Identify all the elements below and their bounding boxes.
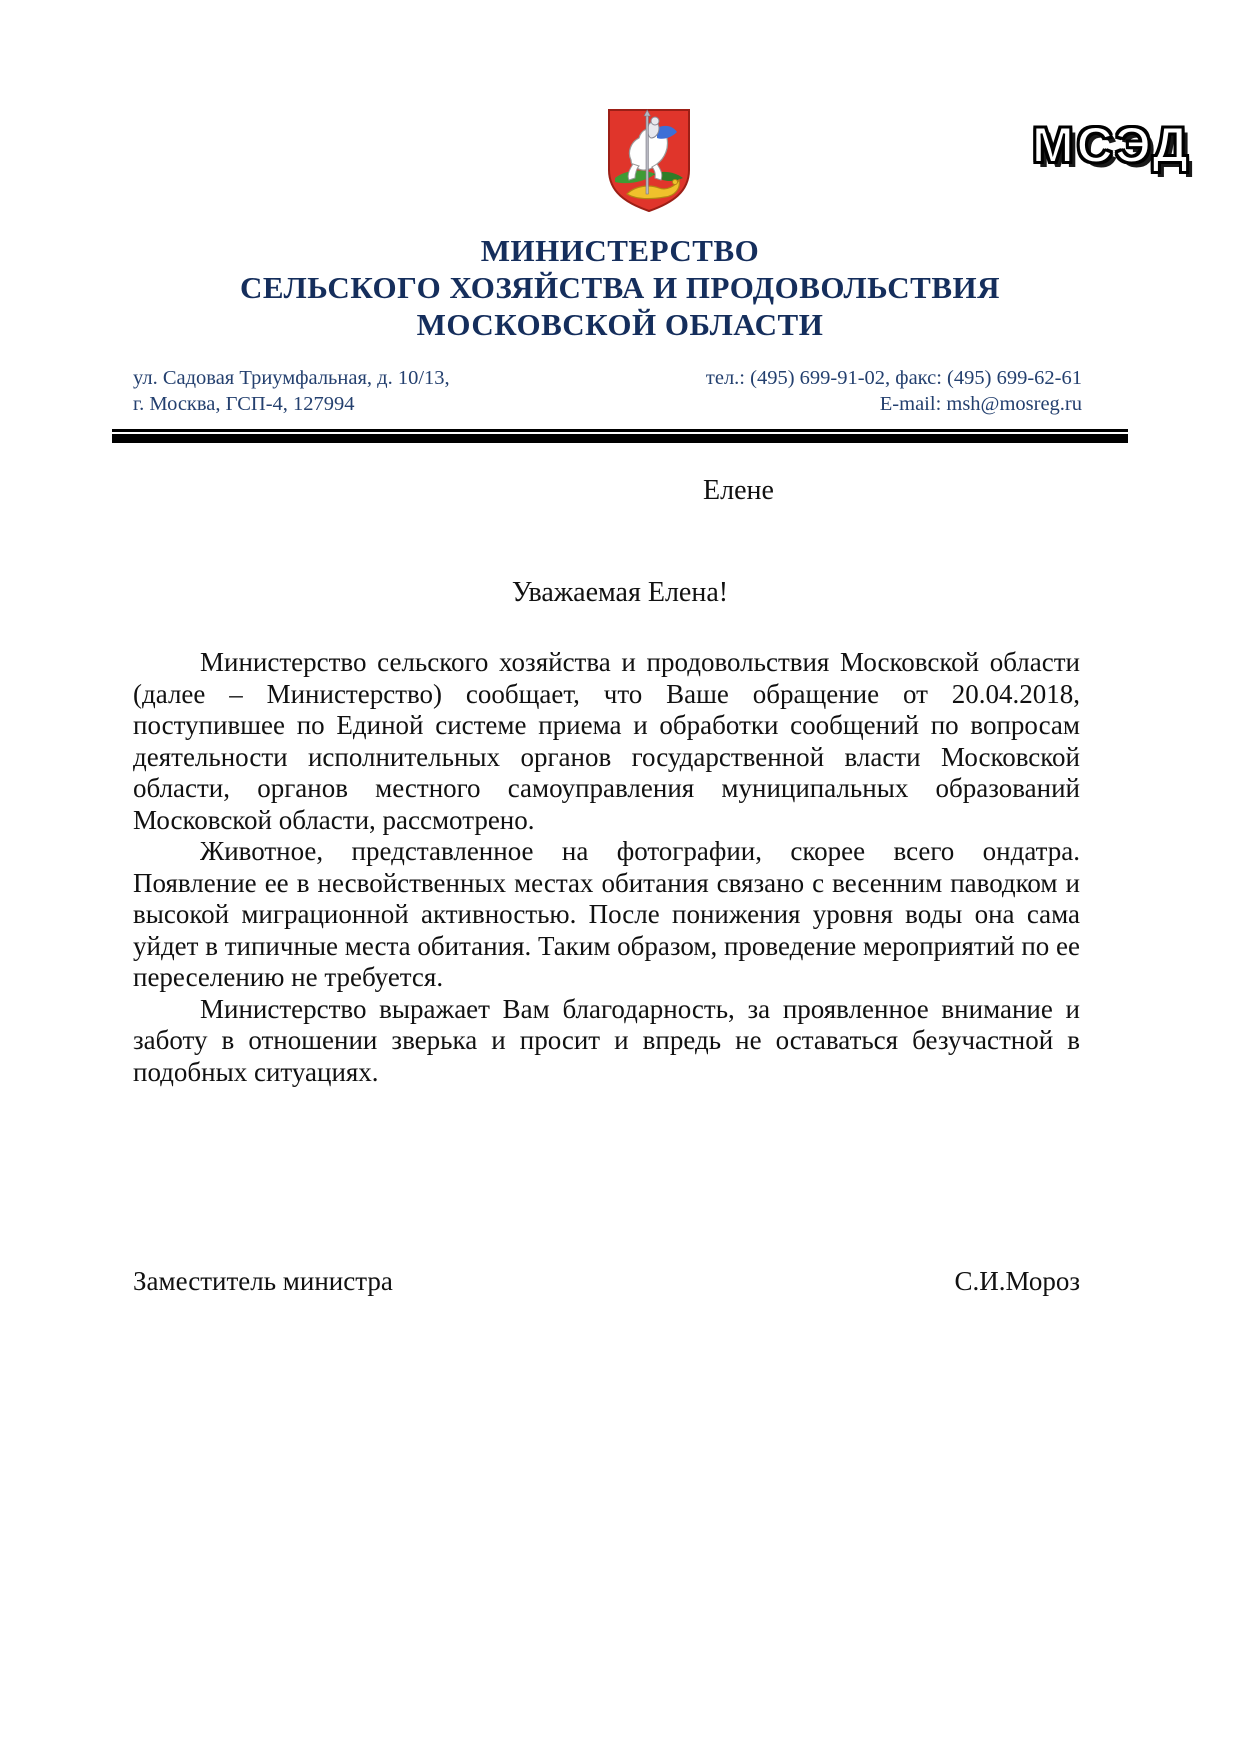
signature-name: С.И.Мороз [954,1266,1080,1296]
letterhead-top [0,0,1240,232]
email-line: E-mail: msh@mosreg.ru [879,393,1082,415]
postal-address-block [133,365,450,417]
letter-paragraph: Министерство сельского хозяйства и продовольствия Московской области (далее – Министерство) сообщает, что Ваше обращение от 20.04.2018, поступившее по Единой системе приема и обработки сообщений по вопросам деятельности исполнительных органов государственной власти Московской области, органов местного самоуправления муниципальных образований Московской области, рассмотрено. [133,647,1080,835]
ministry-title-line2: СЕЛЬСКОГО ХОЗЯЙСТВА И ПРОДОВОЛЬСТВИЯ [239,270,1001,305]
letter-paragraph: Министерство выражает Вам благодарность, за проявленное внимание и заботу в отношении зверька и просит и впредь не оставаться безучастной в подобных ситуациях. [133,993,1080,1087]
recipient-name: Елене [703,475,774,506]
phone-email-block [706,365,1082,417]
phone-fax-line: тел.: (495) 699-91-02, факс: (495) 699-62-61 [705,367,1082,389]
letter-body [133,647,1080,1088]
address-line2: г. Москва, ГСП-4, 127994 [133,393,355,415]
letterhead-rule-thick-bar [112,434,1128,443]
letterhead-rule [112,429,1128,443]
ministry-title-line3: МОСКОВСКОЙ ОБЛАСТИ [416,307,824,342]
signature-position: Заместитель министра [133,1266,393,1296]
moscow-oblast-coat-of-arms-icon [605,108,693,219]
salutation: Уважаемая Елена! [511,577,729,608]
msed-logo: МСЭД [1032,117,1192,173]
letterhead-rule-thin-line [112,429,1128,432]
ministry-title-line1: МИНИСТЕРСТВО [480,233,760,268]
ministry-title [0,232,1240,343]
address-line1: ул. Садовая Триумфальная, д. 10/13, [133,367,450,389]
letterhead-contacts [133,365,1082,417]
signature-row [133,1266,1080,1297]
letter-paragraph: Животное, представленное на фотографии, скорее всего ондатра. Появление ее в несвойственных местах обитания связано с весенним паводком и высокой миграционной активностью. После понижения уровня воды она сама уйдет в типичные места обитания. Таким образом, проведение мероприятий по ее переселению не требуется. [133,836,1081,992]
